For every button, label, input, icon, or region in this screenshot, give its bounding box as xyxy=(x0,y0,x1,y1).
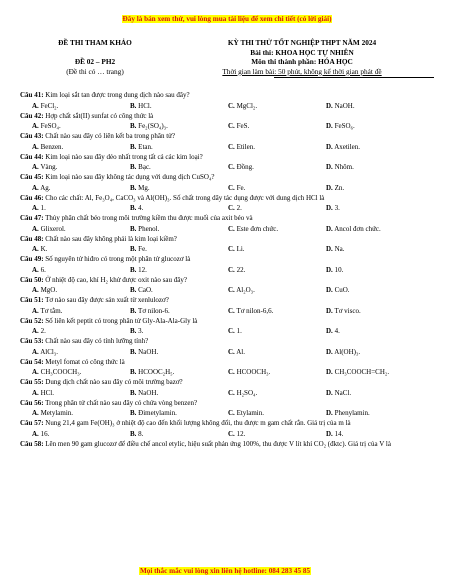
question-text: Số nguyên tử hiđro có trong một phân tử glucozơ là xyxy=(45,255,191,264)
option-letter: B. xyxy=(130,204,137,213)
answer-option xyxy=(118,121,216,131)
answer-option xyxy=(216,142,314,152)
question xyxy=(20,398,434,408)
exam-code: ĐỀ 02 – PH2 xyxy=(74,57,116,67)
question-text: Nung 21,4 gam Fe(OH)₃ ở nhiệt độ cao đến khối lượng không đổi, thu được m gam chất rắn. Giá trị của m là xyxy=(45,419,351,428)
question-number: Câu 49: xyxy=(20,255,44,264)
option-letter: D. xyxy=(326,388,333,397)
option-letter: D. xyxy=(326,183,333,192)
question-number: Câu 45: xyxy=(20,173,44,182)
option-letter: C. xyxy=(228,347,235,356)
option-letter: A. xyxy=(32,265,39,274)
option-letter: B. xyxy=(130,347,137,356)
option-text: Tơ nilon-6,6. xyxy=(236,306,274,315)
option-text: 2. xyxy=(236,204,242,213)
question xyxy=(20,172,434,182)
option-text: 6. xyxy=(40,265,46,274)
option-letter: C. xyxy=(228,409,235,418)
option-text: Tơ nilon-6. xyxy=(138,306,170,315)
answer-option xyxy=(118,429,216,439)
answer-option xyxy=(216,347,314,357)
answer-option xyxy=(314,101,412,111)
answer-option xyxy=(20,388,118,398)
option-letter: C. xyxy=(228,122,235,131)
answer-option xyxy=(118,306,216,316)
option-text: Li. xyxy=(236,245,245,254)
answer-options xyxy=(20,265,434,275)
option-letter: B. xyxy=(130,306,137,315)
answer-option xyxy=(314,142,412,152)
question xyxy=(20,439,434,449)
answer-option xyxy=(20,142,118,152)
answer-options xyxy=(20,347,434,357)
option-letter: A. xyxy=(32,204,39,213)
exam-title: KỲ THI THỬ TỐT NGHIỆP THPT NĂM 2024 xyxy=(227,38,377,47)
option-text: FeSO₄. xyxy=(40,122,61,131)
answer-options xyxy=(20,285,434,295)
question-number: Câu 48: xyxy=(20,234,44,243)
question-text: Lên men 90 gam glucozơ để điều chế ancol etylic, hiệu suất phản ứng 100%, thu được V lít khí CO₂ (đktc). Giá trị của V là xyxy=(45,439,391,448)
option-text: HCl. xyxy=(40,388,54,397)
option-letter: B. xyxy=(130,265,137,274)
question xyxy=(20,234,434,244)
answer-option xyxy=(20,347,118,357)
question-text: Hợp chất sắt(II) sunfat có công thức là xyxy=(45,111,154,120)
option-text: Phenylamin. xyxy=(334,409,370,418)
exam-subject: Môn thi thành phần: HÓA HỌC xyxy=(251,57,353,67)
answer-option xyxy=(314,429,412,439)
option-letter: C. xyxy=(228,368,235,377)
answer-option xyxy=(118,224,216,234)
option-letter: C. xyxy=(228,265,235,274)
answer-options xyxy=(20,224,434,234)
question xyxy=(20,111,434,121)
option-letter: A. xyxy=(32,347,39,356)
answer-option xyxy=(118,347,216,357)
option-text: Al₂O₃. xyxy=(236,286,255,295)
question-text: Trong phân tử chất nào sau đây có chứa vòng benzen? xyxy=(45,398,198,407)
answer-option xyxy=(118,162,216,172)
answer-option xyxy=(216,203,314,213)
option-text: Fe. xyxy=(138,245,147,254)
option-text: Na. xyxy=(334,245,345,254)
answer-option xyxy=(20,306,118,316)
question-number: Câu 43: xyxy=(20,132,44,141)
option-letter: C. xyxy=(228,101,235,110)
answer-option xyxy=(20,326,118,336)
option-text: Nhôm. xyxy=(334,163,354,172)
answer-option xyxy=(118,183,216,193)
option-text: Al(OH)₃. xyxy=(334,347,361,356)
option-text: 12. xyxy=(138,265,147,274)
option-text: HCOOC₂H₅. xyxy=(138,368,175,377)
option-text: Glixerol. xyxy=(40,224,66,233)
answer-options xyxy=(20,162,434,172)
header-left xyxy=(20,38,170,76)
question-text: Kim loại nào sau đây không tác dụng với dung dịch CuSO₄? xyxy=(45,173,215,182)
question-number: Câu 50: xyxy=(20,275,44,284)
answer-option xyxy=(118,101,216,111)
answer-option xyxy=(20,408,118,418)
question xyxy=(20,357,434,367)
option-letter: A. xyxy=(32,368,39,377)
answer-options xyxy=(20,388,434,398)
option-text: Este đơn chức. xyxy=(236,224,279,233)
option-letter: D. xyxy=(326,204,333,213)
option-letter: D. xyxy=(326,347,333,356)
answer-option xyxy=(314,408,412,418)
option-text: 4. xyxy=(138,204,144,213)
option-letter: A. xyxy=(32,122,39,131)
answer-option xyxy=(20,162,118,172)
answer-option xyxy=(314,224,412,234)
answer-options xyxy=(20,244,434,254)
question-text: Ở nhiệt độ cao, khí H₂ khử được oxit nào sau đây? xyxy=(45,275,187,284)
answer-option xyxy=(216,408,314,418)
answer-option xyxy=(20,367,118,377)
option-letter: C. xyxy=(228,388,235,397)
question-number: Câu 47: xyxy=(20,214,44,223)
answer-option xyxy=(314,326,412,336)
left-title: ĐỀ THI THAM KHẢO xyxy=(58,38,132,47)
question xyxy=(20,193,434,203)
question-text: Thủy phân chất béo trong môi trường kiềm thu được muối của axit béo và xyxy=(45,214,253,223)
answer-option xyxy=(314,388,412,398)
option-text: FeS. xyxy=(236,122,250,131)
option-letter: C. xyxy=(228,306,235,315)
question-number: Câu 41: xyxy=(20,91,44,100)
option-letter: C. xyxy=(228,224,235,233)
option-text: Tơ tằm. xyxy=(40,306,63,315)
question-number: Câu 42: xyxy=(20,111,44,120)
answer-options xyxy=(20,429,434,439)
question-number: Câu 56: xyxy=(20,398,44,407)
answer-option xyxy=(20,121,118,131)
preview-banner xyxy=(20,14,434,24)
option-text: 1. xyxy=(236,327,242,336)
answer-option xyxy=(314,265,412,275)
option-text: 8. xyxy=(138,429,144,438)
option-letter: A. xyxy=(32,286,39,295)
option-text: 12. xyxy=(236,429,246,438)
answer-option xyxy=(20,101,118,111)
answer-option xyxy=(118,367,216,377)
question-text: Số liên kết peptit có trong phân tử Gly-Ala-Ala-Gly là xyxy=(45,316,198,325)
question-text: Tơ nào sau đây được sản xuất từ xenlulozơ? xyxy=(45,296,169,305)
option-letter: C. xyxy=(228,245,235,254)
option-text: NaOH. xyxy=(138,388,159,397)
answer-option xyxy=(314,121,412,131)
option-text: Benzen. xyxy=(40,142,64,151)
answer-option xyxy=(314,285,412,295)
option-letter: B. xyxy=(130,429,137,438)
answer-option xyxy=(216,306,314,316)
option-letter: B. xyxy=(130,142,137,151)
answer-option xyxy=(118,285,216,295)
option-text: Zn. xyxy=(334,183,345,192)
question xyxy=(20,336,434,346)
answer-option xyxy=(216,162,314,172)
answer-options xyxy=(20,203,434,213)
answer-option xyxy=(216,285,314,295)
option-text: Axetilen. xyxy=(334,142,361,151)
option-text: MgCl₂. xyxy=(236,101,258,110)
answer-options xyxy=(20,326,434,336)
exam-time: Thời gian làm bài: 50 phút, không kể thời gian phát đề xyxy=(222,66,382,76)
question-number: Câu 55: xyxy=(20,378,44,387)
option-letter: B. xyxy=(130,224,137,233)
option-letter: A. xyxy=(32,245,39,254)
option-text: 1. xyxy=(40,204,46,213)
option-text: 4. xyxy=(334,327,340,336)
question-text: Kim loại nào sau đây dẻo nhất trong tất cả các kim loại? xyxy=(45,152,203,161)
option-text: Etylamin. xyxy=(236,409,264,418)
answer-option xyxy=(118,244,216,254)
option-text: 3. xyxy=(138,327,144,336)
option-text: Đimetylamin. xyxy=(138,409,177,418)
option-text: Tơ visco. xyxy=(334,306,361,315)
answer-option xyxy=(20,244,118,254)
answer-option xyxy=(118,142,216,152)
option-letter: C. xyxy=(228,429,235,438)
question-text: Dung dịch chất nào sau đây có môi trường bazơ? xyxy=(45,378,183,387)
answer-option xyxy=(20,285,118,295)
option-letter: D. xyxy=(326,327,333,336)
header-right xyxy=(170,38,434,76)
answer-option xyxy=(20,203,118,213)
option-letter: D. xyxy=(326,368,333,377)
option-letter: A. xyxy=(32,429,39,438)
question xyxy=(20,377,434,387)
option-text: 10. xyxy=(334,265,344,274)
option-text: CH₃COOCH=CH₂. xyxy=(334,368,390,377)
answer-option xyxy=(216,388,314,398)
option-text: MgO. xyxy=(40,286,58,295)
question-number: Câu 58: xyxy=(20,439,44,448)
question-number: Câu 54: xyxy=(20,357,44,366)
option-letter: B. xyxy=(130,368,137,377)
question-number: Câu 53: xyxy=(20,337,44,346)
option-letter: D. xyxy=(326,122,333,131)
answer-option xyxy=(314,203,412,213)
question-text: Chất nào sau đây có tính lưỡng tính? xyxy=(45,337,149,346)
option-letter: D. xyxy=(326,142,333,151)
answer-options xyxy=(20,408,434,418)
option-text: Đồng. xyxy=(236,163,254,172)
option-letter: C. xyxy=(228,327,235,336)
answer-option xyxy=(118,203,216,213)
option-text: 22. xyxy=(236,265,246,274)
question xyxy=(20,131,434,141)
question xyxy=(20,90,434,100)
question xyxy=(20,152,434,162)
option-letter: D. xyxy=(326,429,333,438)
answer-option xyxy=(216,101,314,111)
question-text: Chất nào sau đây không phải là kim loại kiềm? xyxy=(45,234,177,243)
question-text: Metyl fomat có công thức là xyxy=(45,357,125,366)
option-text: Ag. xyxy=(40,183,51,192)
option-letter: D. xyxy=(326,163,333,172)
answer-option xyxy=(216,326,314,336)
option-letter: C. xyxy=(228,183,235,192)
question xyxy=(20,254,434,264)
option-letter: D. xyxy=(326,101,333,110)
option-text: Fe₂(SO₄)₃. xyxy=(138,122,168,131)
answer-options xyxy=(20,142,434,152)
answer-option xyxy=(314,367,412,377)
answer-option xyxy=(118,408,216,418)
question xyxy=(20,295,434,305)
option-letter: D. xyxy=(326,306,333,315)
option-text: 2. xyxy=(40,327,46,336)
option-text: K. xyxy=(40,245,48,254)
question xyxy=(20,418,434,428)
answer-option xyxy=(118,265,216,275)
answer-options xyxy=(20,183,434,193)
answer-options xyxy=(20,101,434,111)
option-text: Ancol đơn chức. xyxy=(334,224,381,233)
answer-option xyxy=(216,224,314,234)
option-letter: B. xyxy=(130,286,137,295)
answer-option xyxy=(216,121,314,131)
answer-option xyxy=(314,244,412,254)
question-number: Câu 52: xyxy=(20,316,44,325)
option-text: FeSO₆. xyxy=(334,122,355,131)
option-letter: A. xyxy=(32,306,39,315)
answer-options xyxy=(20,306,434,316)
answer-options xyxy=(20,121,434,131)
answer-option xyxy=(216,244,314,254)
option-text: NaCl. xyxy=(334,388,352,397)
question-text: Cho các chất: Al, Fe₃O₄, CaCO₃ và Al(OH)₃. Số chất trong dãy tác dụng được với dung dịch HCl là xyxy=(45,193,325,202)
option-text: CuO. xyxy=(334,286,350,295)
question-number: Câu 57: xyxy=(20,419,44,428)
option-letter: C. xyxy=(228,286,235,295)
option-text: HCl. xyxy=(138,101,152,110)
question-number: Câu 44: xyxy=(20,152,44,161)
answer-option xyxy=(314,162,412,172)
option-letter: B. xyxy=(130,409,137,418)
option-text: 16. xyxy=(40,429,50,438)
answer-option xyxy=(314,183,412,193)
option-letter: D. xyxy=(326,265,333,274)
answer-option xyxy=(118,326,216,336)
option-letter: D. xyxy=(326,286,333,295)
hotline-footer xyxy=(0,567,450,575)
question xyxy=(20,213,434,223)
option-letter: C. xyxy=(228,142,235,151)
option-letter: C. xyxy=(228,163,235,172)
header-rule xyxy=(274,77,434,78)
option-text: Phenol. xyxy=(138,224,160,233)
answer-option xyxy=(216,265,314,275)
answer-option xyxy=(216,183,314,193)
option-text: NaOH. xyxy=(138,347,159,356)
option-letter: A. xyxy=(32,183,39,192)
option-letter: A. xyxy=(32,224,39,233)
option-text: HCOOCH₃. xyxy=(236,368,271,377)
option-text: 3. xyxy=(334,204,340,213)
option-letter: D. xyxy=(326,245,333,254)
preview-banner-text: Đây là bản xem thử, vui lòng mua tài liệu để xem chi tiết (có lời giải) xyxy=(122,15,332,23)
exam-header xyxy=(20,38,434,76)
option-letter: B. xyxy=(130,245,137,254)
option-text: 14. xyxy=(334,429,344,438)
option-text: CaO. xyxy=(138,286,153,295)
question xyxy=(20,316,434,326)
question-number: Câu 46: xyxy=(20,193,44,202)
option-letter: D. xyxy=(326,409,333,418)
option-text: H₂SO₄. xyxy=(236,388,258,397)
option-letter: B. xyxy=(130,163,137,172)
option-letter: B. xyxy=(130,183,137,192)
option-text: Etilen. xyxy=(236,142,256,151)
option-letter: A. xyxy=(32,327,39,336)
option-text: Metylamin. xyxy=(40,409,74,418)
answer-option xyxy=(20,224,118,234)
answer-option xyxy=(216,429,314,439)
question-list xyxy=(20,90,434,449)
option-text: Fe. xyxy=(236,183,246,192)
option-text: Bạc. xyxy=(138,163,151,172)
option-letter: B. xyxy=(130,388,137,397)
option-text: NaOH. xyxy=(334,101,355,110)
option-letter: B. xyxy=(130,101,137,110)
answer-option xyxy=(20,265,118,275)
answer-option xyxy=(20,429,118,439)
option-letter: C. xyxy=(228,204,235,213)
answer-option xyxy=(314,347,412,357)
option-letter: A. xyxy=(32,163,39,172)
answer-option xyxy=(118,388,216,398)
option-letter: A. xyxy=(32,101,39,110)
option-letter: B. xyxy=(130,327,137,336)
option-text: Mg. xyxy=(138,183,150,192)
question-text: Chất nào sau đây có liên kết ba trong phân tử? xyxy=(45,132,176,141)
option-letter: A. xyxy=(32,409,39,418)
answer-options xyxy=(20,367,434,377)
option-text: Etan. xyxy=(138,142,153,151)
answer-option xyxy=(20,183,118,193)
exam-section: Bài thi: KHOA HỌC TỰ NHIÊN xyxy=(250,47,354,57)
page-count: (Đề thi có … trang) xyxy=(66,66,124,76)
option-text: AlCl₃. xyxy=(40,347,58,356)
option-text: Vàng. xyxy=(40,163,58,172)
hotline-text: Mọi thắc mắc vui lòng xin liên hệ hotline: 084 283 45 85 xyxy=(139,567,311,575)
option-letter: D. xyxy=(326,224,333,233)
option-text: CH₃COOCH₃. xyxy=(40,368,82,377)
answer-option xyxy=(216,367,314,377)
answer-option xyxy=(314,306,412,316)
question-text: Kim loại sắt tan được trong dung dịch nào sau đây? xyxy=(45,91,190,100)
option-letter: A. xyxy=(32,142,39,151)
question xyxy=(20,275,434,285)
option-letter: A. xyxy=(32,388,39,397)
option-letter: B. xyxy=(130,122,137,131)
question-number: Câu 51: xyxy=(20,296,44,305)
option-text: FeCl₂. xyxy=(40,101,59,110)
option-text: Al. xyxy=(236,347,245,356)
